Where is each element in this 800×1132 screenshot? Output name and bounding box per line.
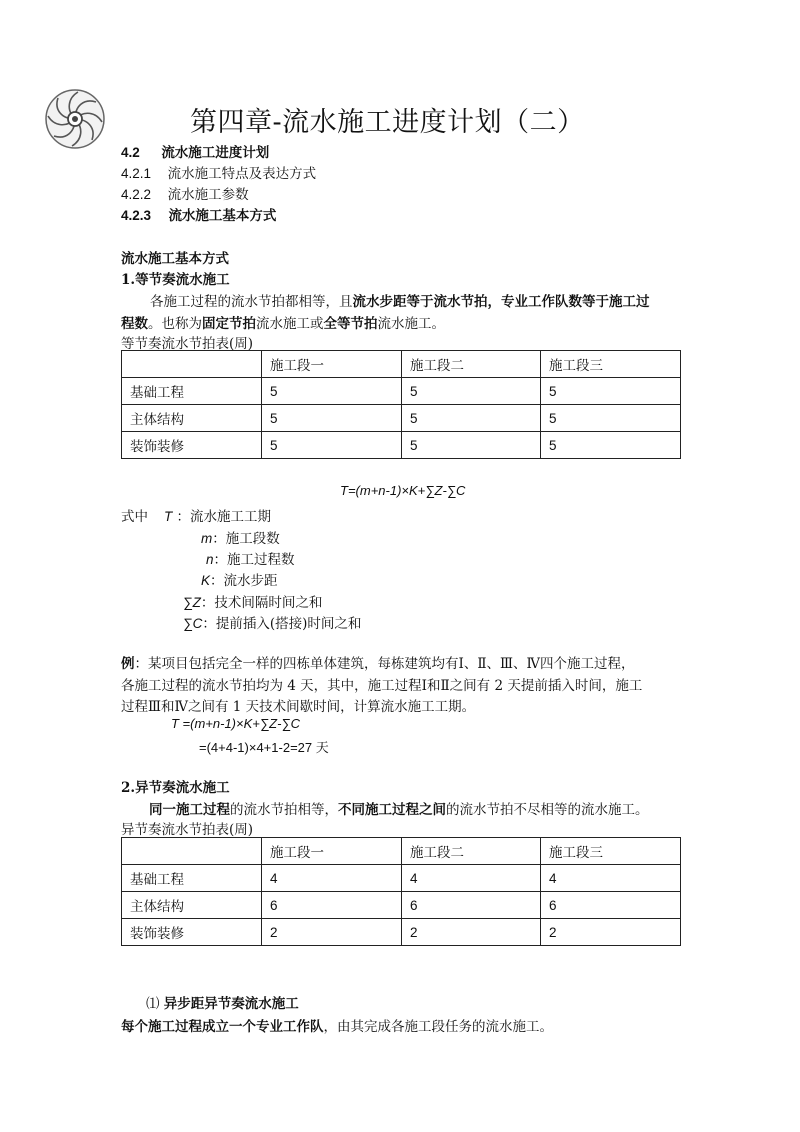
example-result: =(4+4-1)×4+1-2=27 天 [199,740,329,755]
s3-heading [146,992,299,1012]
bold-text: 固定节拍 [202,316,256,332]
toc-item [121,141,269,161]
table-row [122,405,681,432]
where-item [201,569,278,589]
where-item [183,612,361,632]
toc-item [121,162,316,182]
table-cell: 主体结构 [122,892,262,919]
table-row [122,919,681,946]
text: 的流水节拍相等， [230,802,338,818]
table-row [122,865,681,892]
table-cell: 施工段一 [262,351,402,378]
table-cell: 6 [262,892,402,919]
where-label: 式中 [121,509,148,525]
text: 各施工过程的流水节拍都相等，且 [150,294,353,310]
toc-text: 流水施工进度计划 [161,145,270,161]
toc-item [121,183,249,203]
table-cell: 5 [262,378,402,405]
table-equal-rhythm [121,350,681,459]
table-cell: 4 [402,865,541,892]
formula: T=(m+n-1)×K+∑Z-∑C [340,483,466,498]
table-cell: 2 [541,919,681,946]
symbol: n [206,552,214,567]
toc-num: 4.2 [121,145,140,160]
s3-paragraph [121,1015,553,1035]
table-cell: 6 [402,892,541,919]
text: 的流水节拍不尽相等的流水施工。 [446,802,649,818]
table-cell: 5 [402,405,541,432]
where-item [201,527,280,547]
s2-heading: 2.异节奏流水施工 [121,780,230,796]
table-cell [122,351,262,378]
text: 。也称为 [148,316,202,332]
table-cell: 施工段一 [262,838,402,865]
desc: ：流水步距 [210,573,278,589]
toc-num: 4.2.3 [121,208,152,223]
example-label: 例 [121,656,135,672]
table-cell: 施工段三 [541,838,681,865]
table-cell: 主体结构 [122,405,262,432]
symbol: T [164,509,173,524]
text: 流水施工。 [377,316,445,332]
bold-text: 同一施工过程 [149,802,230,818]
bold-text: 不同施工过程之间 [338,802,446,818]
table-cell: 施工段二 [402,351,541,378]
example-line [121,652,635,672]
text: ，由其完成各施工段任务的流水施工。 [323,1019,553,1035]
page-title: 第四章-流水施工进度计划（二） [190,107,585,138]
toc-text: 流水施工参数 [167,187,249,203]
symbol: ∑Z [183,595,201,610]
bold-text: 每个施工过程成立一个专业工作队 [121,1019,324,1035]
table-cell: 施工段三 [541,351,681,378]
toc-num: 4.2.1 [121,166,152,181]
toc-num: 4.2.2 [121,187,152,202]
table-cell: 5 [262,432,402,459]
symbol: m [201,531,213,546]
symbol: ∑C [183,616,203,631]
table-row [122,892,681,919]
table-cell: 5 [541,378,681,405]
table-cell: 5 [541,432,681,459]
desc: ：施工过程数 [213,552,295,568]
table-cell: 施工段二 [402,838,541,865]
desc: ：提前插入(搭接)时间之和 [202,616,362,632]
table-row [122,378,681,405]
table-header-row [122,351,681,378]
table-cell: 6 [541,892,681,919]
table-cell: 4 [541,865,681,892]
text: ：某项目包括完全一样的四栋单体建筑，每栋建筑均有Ⅰ、Ⅱ、Ⅲ、Ⅳ四个施工过程， [134,656,635,672]
bold-text: 程数 [121,316,148,332]
toc-item [121,204,276,224]
table-cell: 装饰装修 [122,919,262,946]
logo-icon [44,88,106,150]
example-line: 过程Ⅲ和Ⅳ之间有 1 天技术间歇时间，计算流水施工工期。 [121,699,476,715]
s1-paragraph-line2 [121,312,445,332]
table-cell: 4 [262,865,402,892]
s2-paragraph [149,798,649,818]
table1-caption: 等节奏流水节拍表(周) [121,336,254,352]
table-cell: 2 [262,919,402,946]
table-header-row [122,838,681,865]
table-cell: 2 [402,919,541,946]
bold-text: 全等节拍 [323,316,378,332]
list-marker: ⑴ [146,996,160,1012]
where-item [164,505,271,525]
text: 流水施工或 [256,316,324,332]
table-unequal-rhythm [121,837,681,946]
desc: ：施工段数 [212,531,280,547]
table-cell: 5 [541,405,681,432]
s1-paragraph-line1 [150,290,650,310]
desc: ：技术间隔时间之和 [200,595,323,611]
desc: ：流水施工工期 [176,509,272,525]
table-cell: 基础工程 [122,378,262,405]
example-calc: T =(m+n-1)×K+∑Z-∑C [171,716,301,731]
table-cell [122,838,262,865]
table-cell: 5 [402,378,541,405]
table-cell: 装饰装修 [122,432,262,459]
example-line: 各施工过程的流水节拍均为 4 天，其中，施工过程Ⅰ和Ⅱ之间有 2 天提前插入时间，施工 [121,678,643,694]
toc-text: 流水施工特点及表达方式 [167,166,317,182]
symbol: K [201,573,211,588]
table-cell: 5 [262,405,402,432]
bold-text: 流水步距等于流水节拍，专业工作队数等于施工过 [352,294,650,310]
toc-text: 流水施工基本方式 [168,208,277,224]
table-cell: 5 [402,432,541,459]
table2-caption: 异节奏流水节拍表(周) [121,822,254,838]
heading-text: 异步距异节奏流水施工 [163,996,299,1012]
table-cell: 基础工程 [122,865,262,892]
table-row [122,432,681,459]
s1-heading: 1.等节奏流水施工 [121,272,230,288]
where-item [206,548,295,568]
section-heading: 流水施工基本方式 [121,251,229,267]
where-item [183,591,322,611]
